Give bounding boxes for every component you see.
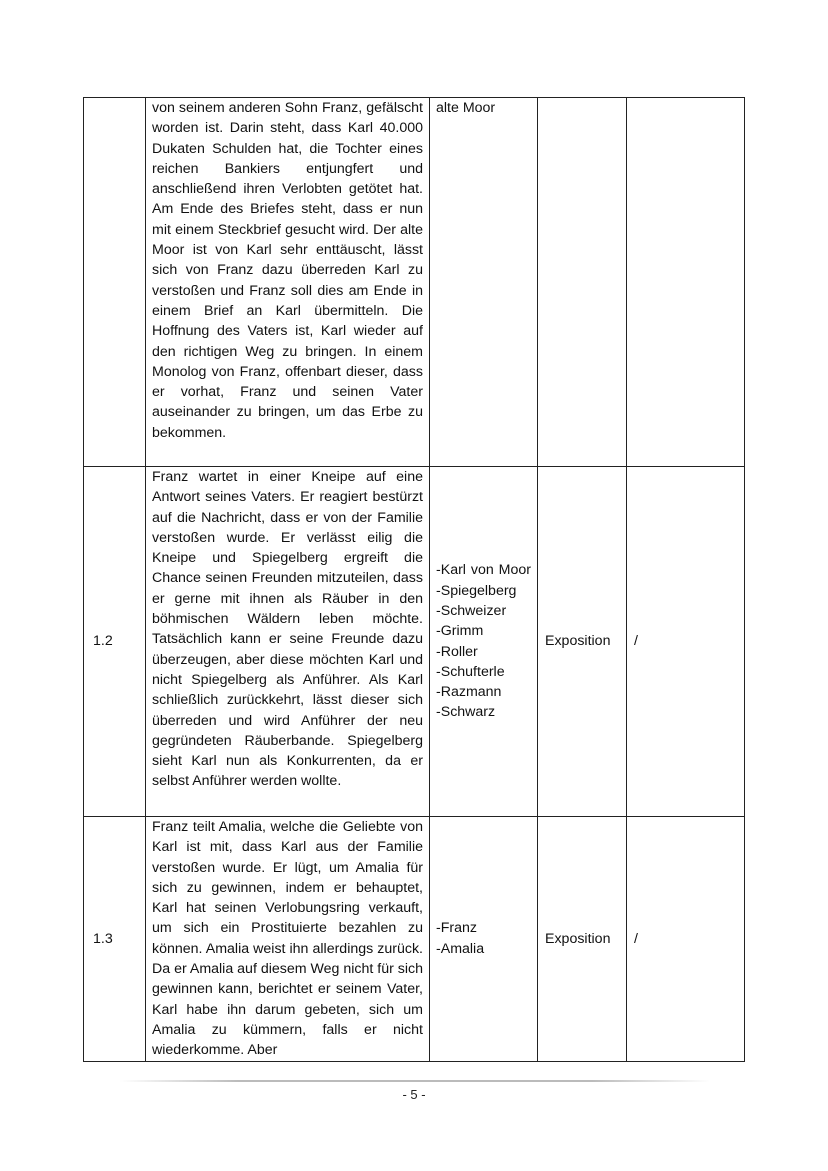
note-cell: /	[627, 817, 745, 1062]
character-name: -Schwarz	[436, 704, 496, 721]
character-name: -Amalia	[436, 940, 485, 957]
note-cell: /	[627, 467, 745, 817]
scene-summary-cell	[146, 98, 430, 467]
phase-cell: Exposition	[538, 817, 627, 1062]
characters-cell	[430, 467, 538, 817]
character-name: -Schweizer	[436, 602, 507, 619]
character-name: -Roller	[436, 643, 478, 660]
note-cell	[627, 98, 745, 467]
scene-number-cell: 1.2	[84, 467, 146, 817]
scene-summary: Franz wartet in einer Kneipe auf eine Antwort seines Vaters. Er reagiert bestürzt auf die Nachricht, dass er von der Familie verstoßen wurde. Er verlässt eilig die Kneipe und Spiegelberg ergreift die Chance seinen Freunden mitzuteilen, dass er gerne mit ihnen als Räuber in den böhmischen Wäldern leben möchte. Tatsächlich kann er seine Freunde dazu überzeugen, aber diese möchten Karl und nicht Spiegelberg als Anführer. Als Karl schließlich zurückkehrt, lässt dieser sich überreden und wird Anführer der neu gegründeten Räuberbande. Spiegelberg sieht Karl nun als Konkurrenten, da er selbst Anführer werden wollte.	[152, 469, 423, 790]
character-name: -Schufterle	[436, 663, 505, 680]
scene-summary-cell	[146, 817, 430, 1062]
phase-cell	[538, 98, 627, 467]
scene-summary: von seinem anderen Sohn Franz, gefälscht worden ist. Darin steht, dass Karl 40.000 Dukaten Schulden hat, die Tochter eines reichen Bankiers entjungfert und anschließend ihren Verlobten getötet hat. Am Ende des Briefes steht, dass er nun mit einem Steckbrief gesucht wird. Der alte Moor ist von Karl sehr enttäuscht, lässt sich von Franz dazu überreden Karl zu verstoßen und Franz soll dies am Ende in einem Brief an Karl übermitteln. Die Hoffnung des Vaters ist, Karl wieder auf den richtigen Weg zu bringen. In einem Monolog von Franz, offenbart dieser, dass er vorhat, Franz und seinen Vater auseinander zu bringen, um das Erbe zu bekommen.	[152, 100, 423, 441]
table-row	[84, 817, 745, 1062]
character-name: alte Moor	[436, 100, 496, 116]
scene-number-cell	[84, 98, 146, 467]
character-name: -Grimm	[436, 623, 484, 640]
table-row	[84, 467, 745, 817]
scene-table	[83, 97, 745, 1062]
character-name: -Spiegelberg	[436, 582, 517, 599]
phase-cell: Exposition	[538, 467, 627, 817]
character-name: -Karl von Moor	[436, 562, 531, 579]
scene-number-cell: 1.3	[84, 817, 146, 1062]
scene-summary: Franz teilt Amalia, welche die Geliebte von Karl ist mit, dass Karl aus der Familie verstoßen wurde. Er lügt, um Amalia für sich zu gewinnen, indem er behauptet, Karl hat seinen Verlobungsring verkauft, um sich ein Prostituierte bezahlen zu können. Amalia weist ihn allerdings zurück. Da er Amalia auf diesem Weg nicht für sich gewinnen kann, berichtet er seinem Vater, Karl habe ihn darum gebeten, sich um Amalia zu kümmern, falls er nicht wiederkomme. Aber	[152, 819, 423, 1059]
characters-cell	[430, 817, 538, 1062]
scene-summary-cell	[146, 467, 430, 817]
table-row	[84, 98, 745, 467]
footer-divider	[120, 1080, 710, 1082]
characters-cell	[430, 98, 538, 467]
page-number: - 5 -	[402, 1087, 426, 1102]
character-name: -Razmann	[436, 684, 502, 701]
character-name: -Franz	[436, 920, 477, 937]
